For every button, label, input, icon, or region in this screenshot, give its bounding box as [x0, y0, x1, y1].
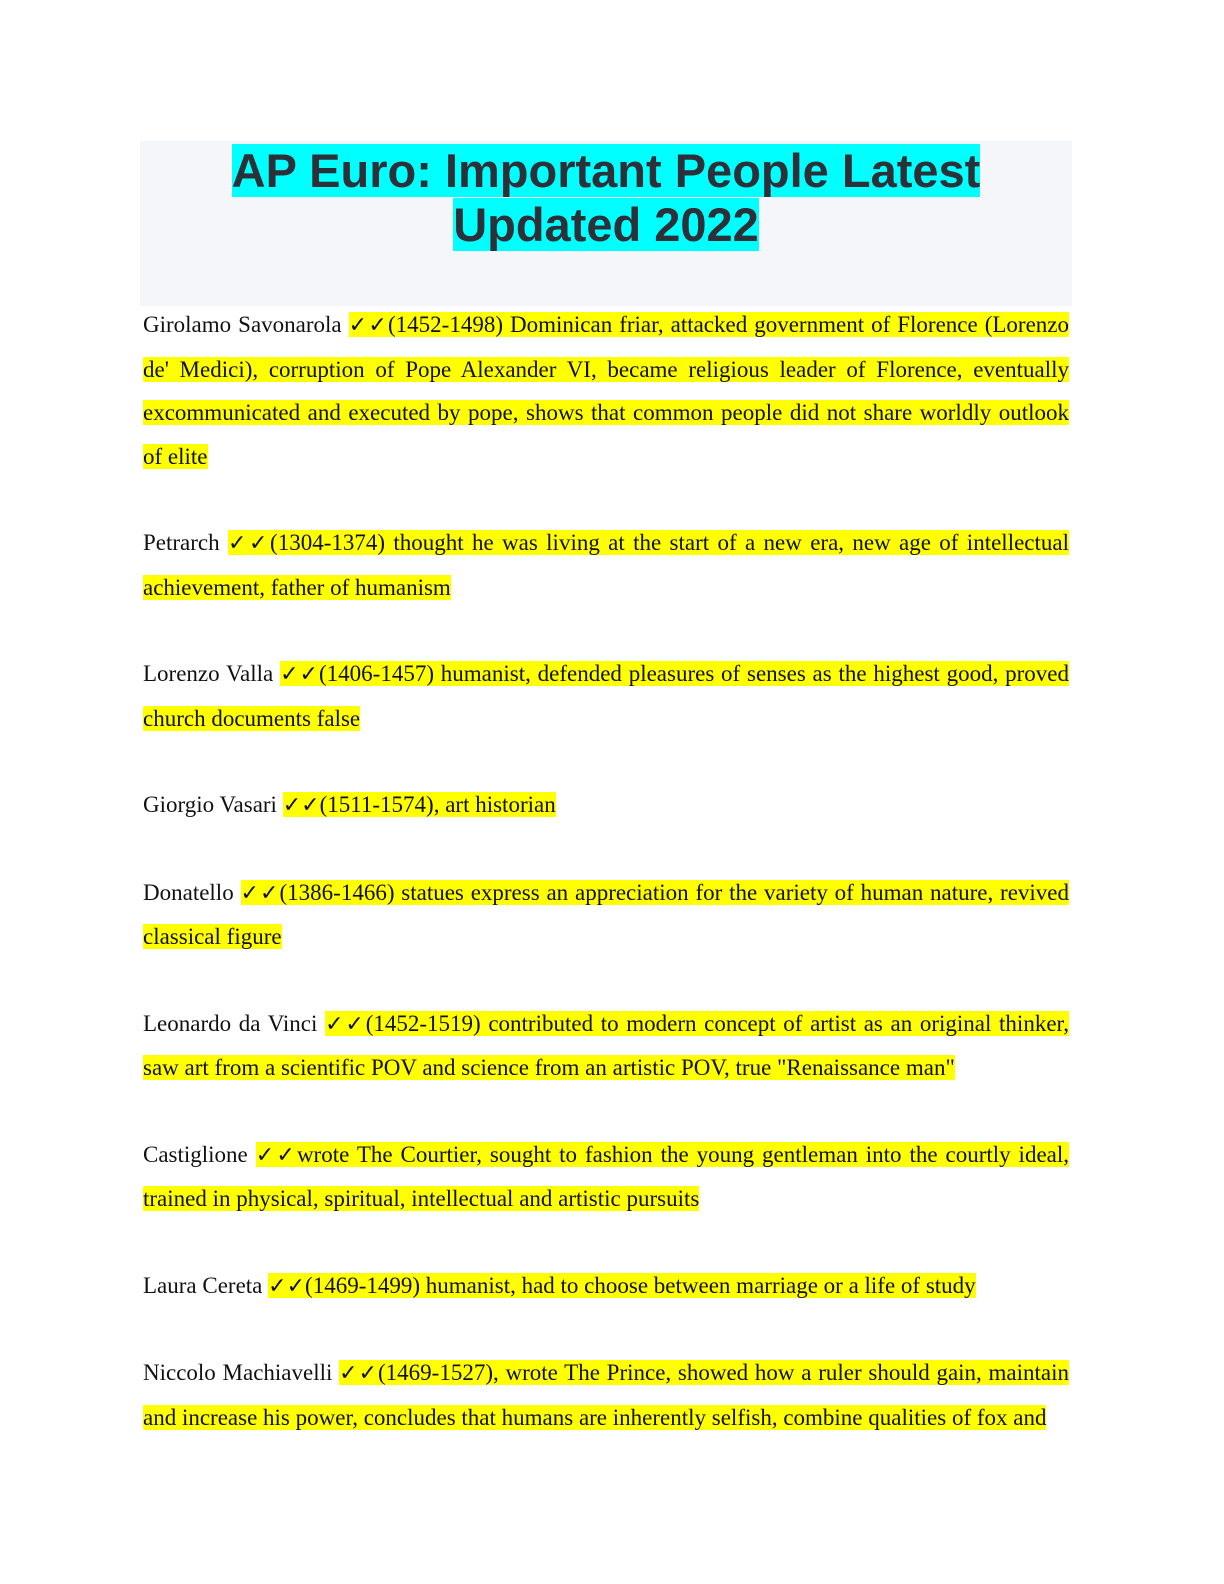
- double-check-icon: ✓✓: [348, 313, 389, 338]
- entry-donatello: [143, 871, 1069, 959]
- double-check-icon: ✓✓: [255, 1142, 297, 1168]
- entry-name: Laura Cereta: [143, 1272, 263, 1298]
- double-check-icon: ✓✓: [240, 880, 280, 906]
- entry-description: wrote The Courtier, sought to fashion the young gentleman into the courtly ideal, trained in physical, spiritual, intellectual and artistic pursuits: [143, 1141, 1070, 1211]
- entry-machiavelli: [143, 1351, 1069, 1439]
- double-check-icon: ✓✓: [280, 662, 319, 687]
- entry-description-highlight: [283, 792, 556, 817]
- entry-name: Petrarch: [143, 530, 220, 555]
- entry-name: Lorenzo Valla: [143, 661, 274, 686]
- entry-description: (1406-1457) humanist, defended pleasures of senses as the highest good, proved church documents false: [143, 661, 1070, 731]
- page-title-line-1: AP Euro: Important People Latest: [231, 144, 981, 197]
- entry-da-vinci: [143, 1002, 1069, 1090]
- entry-description-highlight: [143, 530, 1069, 600]
- entry-name: Giorgio Vasari: [143, 792, 277, 817]
- entry-castiglione: [143, 1133, 1069, 1221]
- entry-petrarch: [143, 521, 1069, 609]
- entry-description: (1469-1499) humanist, had to choose between marriage or a life of study: [305, 1272, 976, 1298]
- entry-name: Leonardo da Vinci: [143, 1010, 318, 1036]
- page-title-line-2: Updated 2022: [453, 198, 759, 251]
- double-check-icon: ✓✓: [339, 1361, 379, 1386]
- double-check-icon: ✓✓: [268, 1273, 306, 1299]
- entry-vasari: [143, 783, 1069, 828]
- entry-cereta: [143, 1264, 1069, 1309]
- entry-valla: [143, 652, 1069, 740]
- double-check-icon: ✓✓: [325, 1011, 366, 1037]
- entry-description: (1452-1519) contributed to modern concept of artist as an original thinker, saw art from a scientific POV and science from an artistic POV, true "Renaissance man": [143, 1010, 1070, 1080]
- entry-description: (1469-1527), wrote The Prince, showed how a ruler should gain, maintain and increase his power, concludes that humans are inherently selfish, combine qualities of fox and: [143, 1360, 1070, 1430]
- double-check-icon: ✓✓: [282, 793, 320, 818]
- entry-description: (1452-1498) Dominican friar, attacked government of Florence (Lorenzo de' Medici), corruption of Pope Alexander VI, became religious leader of Florence, eventually excommunicated and executed by pope, shows that common people did not share worldly outlook of elite: [143, 312, 1069, 469]
- double-check-icon: ✓✓: [227, 531, 271, 556]
- entry-description: (1304-1374) thought he was living at the start of a new era, new age of intellectual achievement, father of humanism: [143, 530, 1069, 600]
- entry-name: Castiglione: [143, 1141, 248, 1167]
- entry-name: Niccolo Machiavelli: [143, 1360, 333, 1385]
- title-block: [140, 141, 1072, 306]
- entry-description-highlight: [143, 880, 1069, 950]
- entry-description: (1511-1574), art historian: [319, 792, 556, 817]
- entry-list: [143, 303, 1069, 1482]
- entry-description-highlight: [143, 1142, 1069, 1212]
- entry-name: Girolamo Savonarola: [143, 312, 342, 337]
- entry-savonarola: [143, 303, 1069, 478]
- page-title: [140, 141, 1072, 252]
- entry-description: (1386-1466) statues express an appreciation for the variety of human nature, revived classical figure: [143, 879, 1070, 949]
- entry-name: Donatello: [143, 879, 234, 905]
- entry-description-highlight: [143, 661, 1069, 731]
- entry-description-highlight: [268, 1273, 976, 1298]
